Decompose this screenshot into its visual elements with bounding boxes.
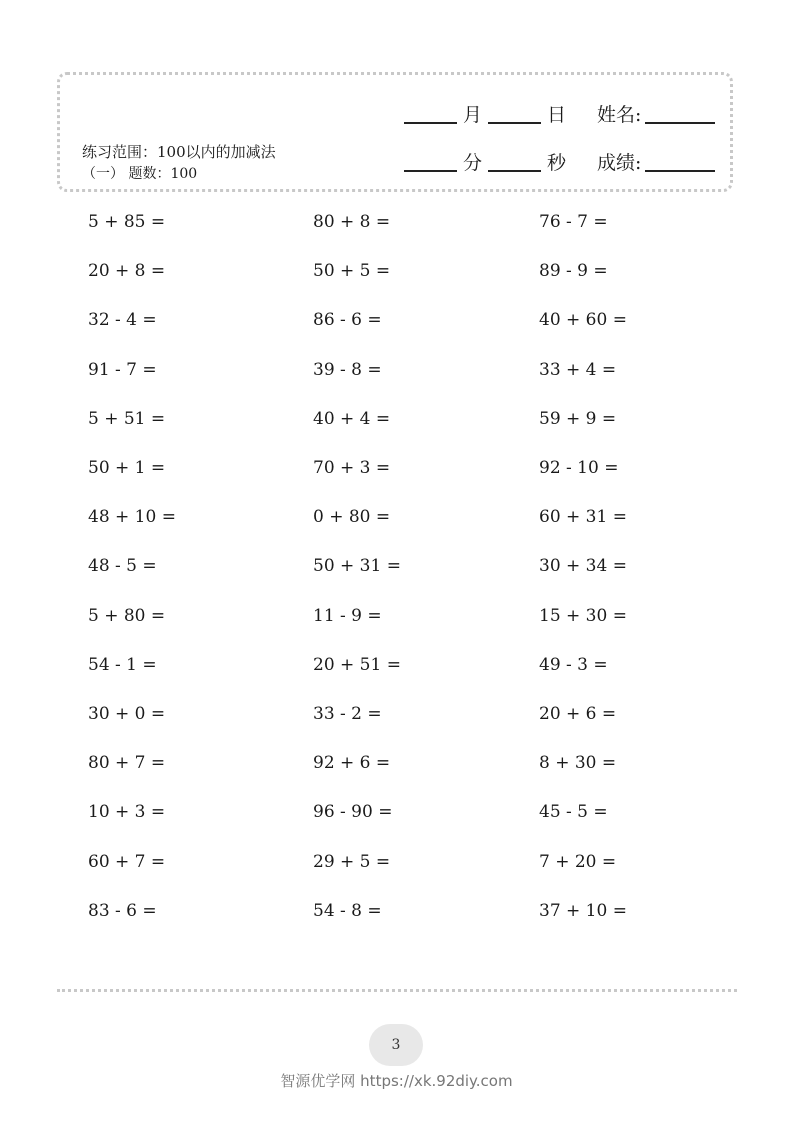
math-problem: 54 - 1 =	[88, 655, 157, 675]
math-problem: 89 - 9 =	[539, 261, 608, 281]
math-problem: 20 + 51 =	[313, 655, 401, 675]
math-problem: 54 - 8 =	[313, 901, 382, 921]
math-problem: 92 + 6 =	[313, 753, 391, 773]
minute-label: 分	[463, 152, 483, 174]
math-problem: 40 + 4 =	[313, 409, 391, 429]
month-label: 月	[463, 104, 483, 126]
math-problem: 11 - 9 =	[313, 606, 382, 626]
math-problem: 59 + 9 =	[539, 409, 617, 429]
math-problem: 45 - 5 =	[539, 802, 608, 822]
math-problem: 10 + 3 =	[88, 802, 166, 822]
name-label: 姓名:	[597, 104, 642, 126]
math-problem: 5 + 80 =	[88, 606, 166, 626]
math-problem: 33 + 4 =	[539, 360, 617, 380]
math-problem: 96 - 90 =	[313, 802, 393, 822]
math-problem: 92 - 10 =	[539, 458, 619, 478]
math-problem: 76 - 7 =	[539, 212, 608, 232]
practice-scope: 练习范围：100以内的加减法	[82, 143, 276, 161]
math-problem: 60 + 7 =	[88, 852, 166, 872]
bottom-divider	[57, 989, 737, 992]
math-problem: 29 + 5 =	[313, 852, 391, 872]
math-problem: 50 + 31 =	[313, 556, 401, 576]
math-problem: 37 + 10 =	[539, 901, 627, 921]
math-problem: 8 + 30 =	[539, 753, 617, 773]
math-problem: 48 - 5 =	[88, 556, 157, 576]
math-problem: 7 + 20 =	[539, 852, 617, 872]
math-problem: 0 + 80 =	[313, 507, 391, 527]
math-problem: 49 - 3 =	[539, 655, 608, 675]
problem-count: （一） 题数：100	[82, 166, 198, 182]
page-number: 3	[391, 1037, 401, 1053]
math-problem: 30 + 34 =	[539, 556, 627, 576]
math-problem: 60 + 31 =	[539, 507, 627, 527]
math-problem: 83 - 6 =	[88, 901, 157, 921]
math-problem: 86 - 6 =	[313, 310, 382, 330]
math-problem: 5 + 51 =	[88, 409, 166, 429]
math-problem: 40 + 60 =	[539, 310, 627, 330]
math-problem: 50 + 1 =	[88, 458, 166, 478]
math-problem: 33 - 2 =	[313, 704, 382, 724]
math-problem: 50 + 5 =	[313, 261, 391, 281]
math-problem: 32 - 4 =	[88, 310, 157, 330]
math-problem: 48 + 10 =	[88, 507, 176, 527]
score-label: 成绩:	[597, 152, 642, 174]
math-problem: 80 + 7 =	[88, 753, 166, 773]
math-problem: 20 + 8 =	[88, 261, 166, 281]
math-problem: 20 + 6 =	[539, 704, 617, 724]
math-problem: 5 + 85 =	[88, 212, 166, 232]
page-number-badge	[369, 1024, 423, 1066]
math-problem: 70 + 3 =	[313, 458, 391, 478]
math-problem: 91 - 7 =	[88, 360, 157, 380]
second-label: 秒	[547, 152, 567, 174]
math-problem: 80 + 8 =	[313, 212, 391, 232]
math-problem: 30 + 0 =	[88, 704, 166, 724]
footer-watermark: 智源优学网 https://xk.92diy.com	[280, 1072, 513, 1090]
math-problem: 15 + 30 =	[539, 606, 627, 626]
math-problem: 39 - 8 =	[313, 360, 382, 380]
day-label: 日	[547, 104, 567, 126]
